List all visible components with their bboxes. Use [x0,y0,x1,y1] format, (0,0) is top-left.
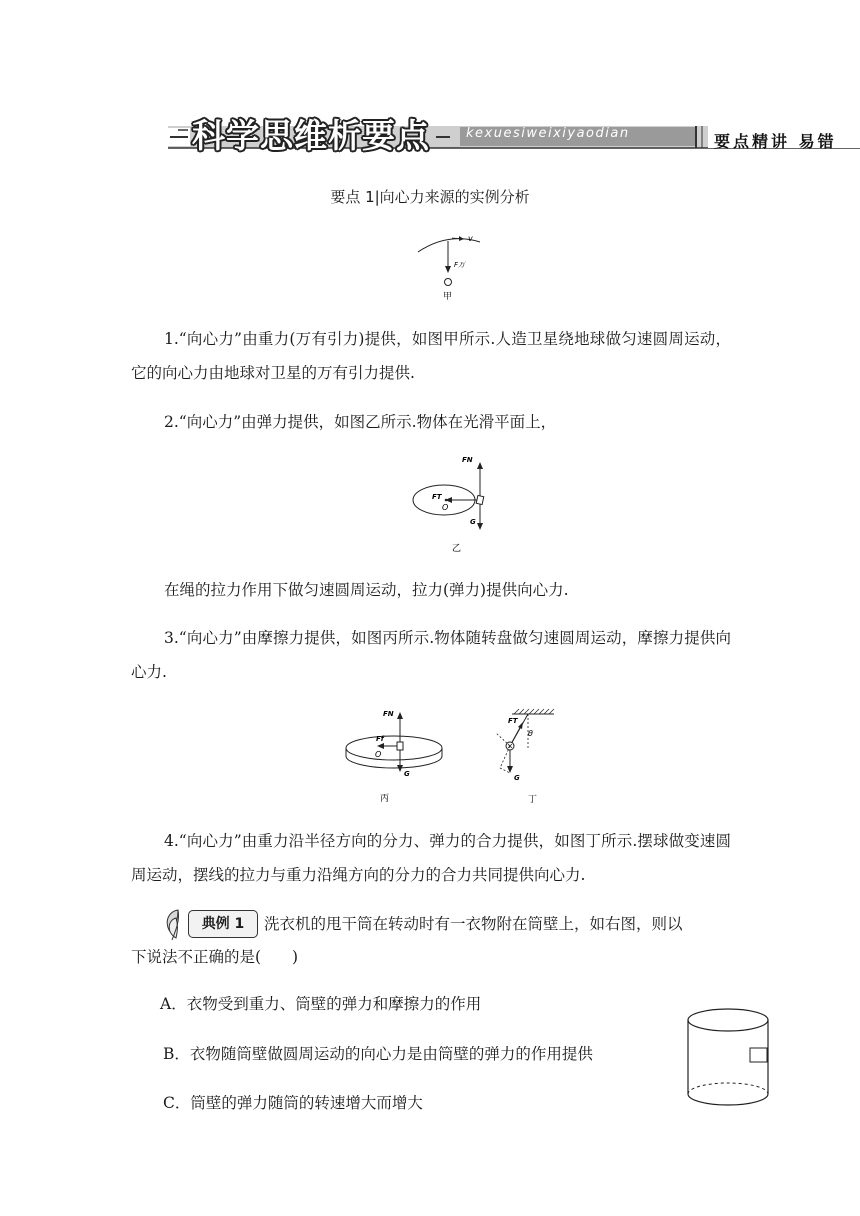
bing-ff-label: Ff [376,735,384,743]
figure-jia [414,230,484,304]
yi-ft-label: FT [432,493,442,501]
ding-theta-label: θ [528,729,533,738]
bing-o-label: O [375,750,382,759]
yi-o-label: O [442,503,449,512]
jia-force-label: F万 [454,261,466,269]
yi-caption: 乙 [452,544,462,554]
point-2: 2.“向心力”由弹力提供，如图乙所示.物体在光滑平面上， [164,413,557,431]
option-c: C．筒壁的弹力随筒的转速增大而增大 [163,1094,423,1112]
jia-v-label: v [468,234,473,243]
point-3: 3.“向心力”由摩擦力提供，如图丙所示.物体随转盘做匀速圆周运动，摩擦力提供向心力. [131,629,731,681]
bing-fn-label: FN [383,710,394,718]
jia-caption: 甲 [443,292,453,302]
option-a: A．衣物受到重力、筒壁的弹力和摩擦力的作用 [160,995,482,1013]
banner-right-label: 要点精讲 易错 [714,132,837,151]
point-2-continued: 在绳的拉力作用下做匀速圆周运动，拉力(弹力)提供向心力. [164,581,569,599]
example-question-line-2: 下说法不正确的是( ) [131,948,299,966]
ding-ft-label: FT [508,717,518,725]
banner-title: 科学思维析要点 [192,116,430,155]
figure-ding [488,700,568,808]
example-tag: 典例 1 [188,910,258,938]
ding-g-label: G [514,774,520,782]
option-b: B．衣物随筒壁做圆周运动的向心力是由筒壁的弹力的作用提供 [163,1045,593,1063]
point-4: 4.“向心力”由重力沿半径方向的分力、弹力的合力提供，如图丁所示.摆球做变速圆周运动，摆线的拉力与重力沿绳方向的分力的合力共同提供向心力. [131,832,731,884]
section-title: 要点 1|向心力来源的实例分析 [330,188,530,206]
bing-caption: 丙 [380,794,390,804]
banner-pinyin: kexuesiweixiyaodian [466,126,630,141]
yi-fn-label: FN [462,456,473,464]
point-1: 1.“向心力”由重力(万有引力)提供，如图甲所示.人造卫星绕地球做匀速圆周运动，它的向心力由地球对卫星的万有引力提供. [131,330,731,382]
yi-g-label: G [470,518,476,526]
ding-caption: 丁 [528,795,538,805]
bing-g-label: G [404,770,410,778]
example-question-line-1: 洗衣机的甩干筒在转动时有一衣物附在筒壁上，如右图，则以 [264,915,683,933]
figure-yi [404,452,504,556]
figure-bing [340,700,450,808]
drum-figure [684,1004,774,1114]
